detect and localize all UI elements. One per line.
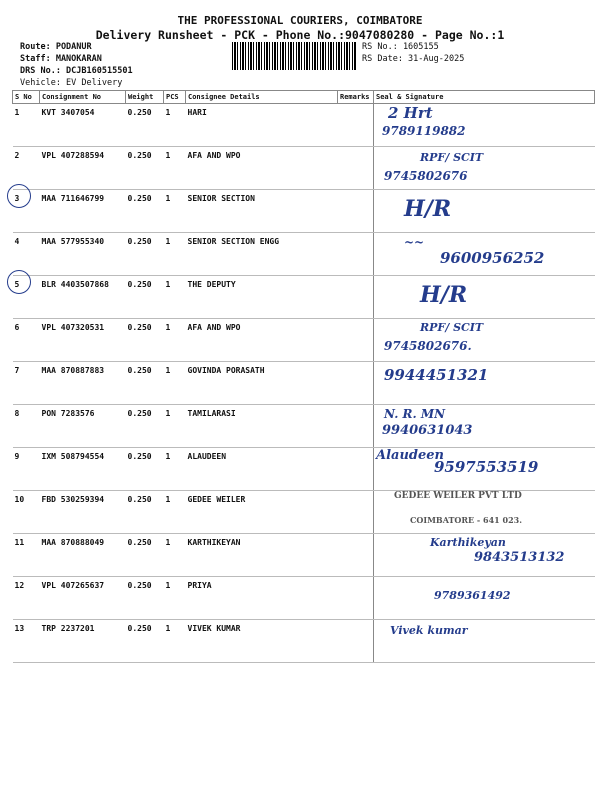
- sno: 10: [13, 491, 40, 534]
- table-row: [13, 233, 595, 276]
- weight: 0.250: [126, 319, 164, 362]
- consignee: PRIYA: [186, 577, 338, 620]
- handwritten-signature: N. R. MN: [384, 407, 446, 421]
- consignee: KARTHIKEYAN: [186, 534, 338, 577]
- sno: 1: [13, 104, 40, 147]
- table-row: [13, 190, 595, 233]
- handwritten-signature: 2 Hrt: [388, 104, 433, 122]
- handwritten-signature: Vivek kumar: [390, 624, 468, 637]
- signature-cell: [374, 147, 595, 190]
- col-header: Remarks: [338, 91, 374, 104]
- consignment-no: MAA 577955340: [40, 233, 126, 276]
- remarks: [338, 104, 374, 147]
- pcs: 1: [164, 534, 186, 577]
- table-row: [13, 448, 595, 491]
- stamp-address: COIMBATORE - 641 023.: [410, 515, 522, 525]
- consignment-no: TRP 2237201: [40, 620, 126, 663]
- remarks: [338, 147, 374, 190]
- consignee: VIVEK KUMAR: [186, 620, 338, 663]
- pcs: 1: [164, 448, 186, 491]
- consignee: HARI: [186, 104, 338, 147]
- consignee: GEDEE WEILER: [186, 491, 338, 534]
- weight: 0.250: [126, 147, 164, 190]
- barcode-image: [232, 42, 356, 70]
- consignment-no: BLR 4403507868: [40, 276, 126, 319]
- remarks: [338, 577, 374, 620]
- consignment-no: MAA 870888049: [40, 534, 126, 577]
- pcs: 1: [164, 276, 186, 319]
- sno: 13: [13, 620, 40, 663]
- consignee: SENIOR SECTION: [186, 190, 338, 233]
- col-header: Weight: [126, 91, 164, 104]
- table-row: [13, 534, 595, 577]
- consignment-no: FBD 530259394: [40, 491, 126, 534]
- handwritten-signature: 9944451321: [384, 366, 489, 384]
- weight: 0.250: [126, 491, 164, 534]
- handwritten-signature: RPF/ SCIT: [420, 321, 484, 334]
- signature-cell: [374, 620, 595, 663]
- sno: [13, 276, 40, 319]
- consignee: AFA AND WPO: [186, 147, 338, 190]
- company-title: THE PROFESSIONAL COURIERS, COIMBATORE: [177, 14, 423, 27]
- company-stamp: GEDEE WEILER PVT LTD: [394, 491, 522, 501]
- staff-label: Staff: MANOKARAN: [20, 54, 102, 64]
- col-header: Consignee Details: [186, 91, 338, 104]
- col-header: Seal & Signature: [374, 91, 595, 104]
- remarks: [338, 319, 374, 362]
- consignment-no: KVT 3407054: [40, 104, 126, 147]
- handwritten-phone: 9789361492: [434, 589, 511, 602]
- signature-cell: [374, 534, 595, 577]
- drs-label: DRS No.: DCJB160515501: [20, 66, 133, 76]
- pcs: 1: [164, 233, 186, 276]
- rs-date: RS Date: 31-Aug-2025: [362, 54, 465, 64]
- handwritten-phone: 9745802676.: [384, 339, 472, 353]
- weight: 0.250: [126, 104, 164, 147]
- remarks: [338, 620, 374, 663]
- consignee: SENIOR SECTION ENGG: [186, 233, 338, 276]
- signature-cell: [374, 190, 595, 233]
- sno: 7: [13, 362, 40, 405]
- handwritten-scribble: ~~: [404, 235, 425, 249]
- remarks: [338, 362, 374, 405]
- handwritten-phone: 9940631043: [382, 423, 473, 438]
- signature-cell: [374, 319, 595, 362]
- weight: 0.250: [126, 577, 164, 620]
- table-row: [13, 362, 595, 405]
- signature-cell: [374, 448, 595, 491]
- consignee: TAMILARASI: [186, 405, 338, 448]
- runsheet-table: [12, 90, 595, 663]
- remarks: [338, 190, 374, 233]
- table-row: [13, 577, 595, 620]
- sno: 4: [13, 233, 40, 276]
- weight: 0.250: [126, 405, 164, 448]
- sno-value: 3: [14, 194, 20, 203]
- pcs: 1: [164, 104, 186, 147]
- col-header: PCS: [164, 91, 186, 104]
- remarks: [338, 233, 374, 276]
- sno: 12: [13, 577, 40, 620]
- signature-cell: [374, 491, 595, 534]
- circle-mark: [7, 270, 31, 294]
- handwritten-phone: 9597553519: [434, 458, 539, 476]
- sno: 2: [13, 147, 40, 190]
- weight: 0.250: [126, 620, 164, 663]
- sno-value: 5: [14, 280, 20, 289]
- remarks: [338, 448, 374, 491]
- table-row: [13, 491, 595, 534]
- signature-cell: [374, 577, 595, 620]
- remarks: [338, 534, 374, 577]
- col-header: S No: [13, 91, 40, 104]
- signature-cell: [374, 405, 595, 448]
- table-row: [13, 104, 595, 147]
- consignee: GOVINDA PORASATH: [186, 362, 338, 405]
- handwritten-phone: 9745802676: [384, 169, 468, 183]
- weight: 0.250: [126, 190, 164, 233]
- pcs: 1: [164, 491, 186, 534]
- col-header: Consignment No: [40, 91, 126, 104]
- sno: [13, 190, 40, 233]
- handwritten-phone: 9789119882: [382, 124, 466, 138]
- handwritten-signature: RPF/ SCIT: [420, 151, 484, 164]
- table-row: [13, 620, 595, 663]
- table-row: [13, 405, 595, 448]
- sno: 8: [13, 405, 40, 448]
- weight: 0.250: [126, 448, 164, 491]
- consignment-no: VPL 407288594: [40, 147, 126, 190]
- consignee: THE DEPUTY: [186, 276, 338, 319]
- pcs: 1: [164, 190, 186, 233]
- consignment-no: MAA 870887883: [40, 362, 126, 405]
- signature-cell: [374, 233, 595, 276]
- handwritten-signature: H/R: [404, 196, 452, 222]
- vehicle-label: Vehicle: EV Delivery: [20, 78, 123, 88]
- pcs: 1: [164, 405, 186, 448]
- rs-number: RS No.: 1605155: [362, 42, 439, 52]
- route-label: Route: PODANUR: [20, 42, 92, 52]
- consignment-no: VPL 407320531: [40, 319, 126, 362]
- sno: 9: [13, 448, 40, 491]
- consignment-no: IXM 508794554: [40, 448, 126, 491]
- pcs: 1: [164, 147, 186, 190]
- consignment-no: VPL 407265637: [40, 577, 126, 620]
- weight: 0.250: [126, 534, 164, 577]
- consignment-no: PON 7283576: [40, 405, 126, 448]
- handwritten-signature: Karthikeyan: [430, 536, 506, 549]
- signature-cell: [374, 104, 595, 147]
- signature-cell: [374, 362, 595, 405]
- handwritten-signature: H/R: [420, 282, 468, 308]
- sno: 6: [13, 319, 40, 362]
- table-row: [13, 276, 595, 319]
- signature-cell: [374, 276, 595, 319]
- sno: 11: [13, 534, 40, 577]
- pcs: 1: [164, 319, 186, 362]
- consignee: ALAUDEEN: [186, 448, 338, 491]
- runsheet-title: Delivery Runsheet - PCK - Phone No.:9047080280 - Page No.:1: [95, 28, 505, 42]
- remarks: [338, 276, 374, 319]
- consignee: AFA AND WPO: [186, 319, 338, 362]
- weight: 0.250: [126, 233, 164, 276]
- remarks: [338, 491, 374, 534]
- table-row: [13, 319, 595, 362]
- table-header-row: [13, 91, 595, 104]
- table-row: [13, 147, 595, 190]
- weight: 0.250: [126, 276, 164, 319]
- consignment-no: MAA 711646799: [40, 190, 126, 233]
- handwritten-phone: 9843513132: [474, 550, 565, 565]
- pcs: 1: [164, 362, 186, 405]
- weight: 0.250: [126, 362, 164, 405]
- circle-mark: [7, 184, 31, 208]
- pcs: 1: [164, 620, 186, 663]
- remarks: [338, 405, 374, 448]
- handwritten-signature: Alaudeen: [376, 448, 444, 463]
- pcs: 1: [164, 577, 186, 620]
- handwritten-phone: 9600956252: [440, 249, 545, 267]
